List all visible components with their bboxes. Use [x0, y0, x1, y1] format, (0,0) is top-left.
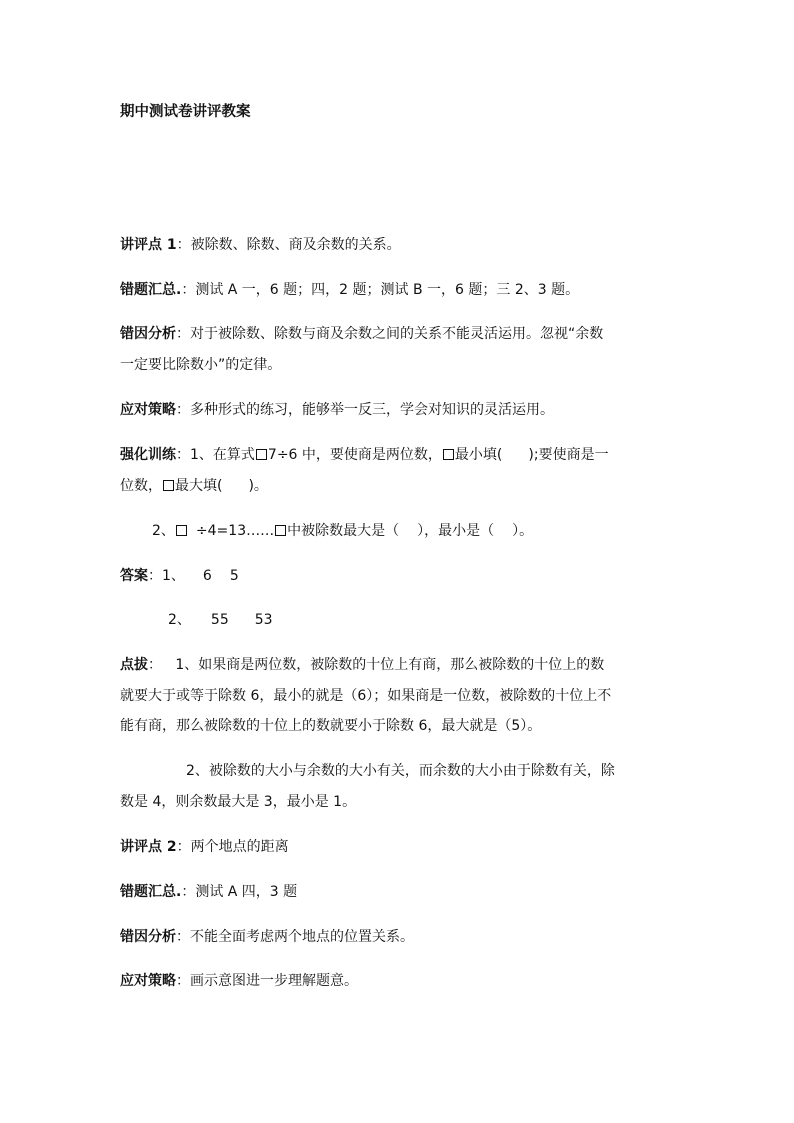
tip-1-line3: 能有商，那么被除数的十位上的数就要小于除数 6，最大就是（5）。: [120, 718, 542, 734]
error-cause-1-line2: 一定要比除数小”的定律。: [120, 357, 282, 373]
strategy-2-text: ：画示意图进一步理解题意。: [176, 973, 358, 989]
error-summary-2-text: ：测试 A 四，3 题: [181, 884, 298, 900]
tip-label: 点拔: [120, 657, 148, 673]
page-title: 期中测试卷讲评教案: [120, 104, 251, 120]
strategy-1-text: ：多种形式的练习，能够举一反三，学会对知识的灵活运用。: [176, 402, 554, 418]
error-summary-1-label: 错题汇总.: [120, 282, 182, 298]
tip-1-line1: [120, 655, 604, 675]
training-q1-part-d: );要使商是一: [528, 447, 609, 463]
error-cause-2-text: ：不能全面考虑两个地点的位置关系。: [176, 929, 414, 945]
strategy-1-label: 应对策略: [120, 402, 176, 418]
training-q1-part-g: )。: [248, 478, 268, 494]
blank-box-icon: [176, 525, 187, 536]
error-summary-1-text: ：测试 A 一，6 题；四，2 题；测试 B 一，6 题；三 2、3 题。: [181, 282, 580, 298]
strategy-2: [120, 971, 358, 991]
blank-box-icon: [443, 449, 454, 460]
tip-1-line2: 就要大于或等于除数 6，最小的就是（6）；如果商是一位数，被除数的十位上不: [120, 688, 612, 704]
review-point-1-text: ：被除数、除数、商及余数的关系。: [176, 237, 401, 253]
review-point-1: [120, 235, 401, 255]
answer-1-value: 5: [229, 568, 239, 584]
answer-1: [120, 566, 239, 586]
tip-2-line2: 数是 4，则余数最大是 3，最小是 1。: [120, 794, 357, 810]
answer-2-value: 55: [210, 612, 229, 628]
tip-2-line1: 2、被除数的大小与余数的大小有关，而余数的大小由于除数有关，除: [186, 763, 615, 779]
strategy-1: [120, 400, 554, 420]
error-cause-1-line1: [120, 324, 603, 344]
error-cause-1-text-line1: ：对于被除数、除数与商及余数之间的关系不能灵活运用。忽视“余数: [176, 326, 604, 342]
answer-1-value: 6: [202, 568, 212, 584]
answer-1-prefix: ：1、: [148, 568, 185, 584]
training-label: 强化训练: [120, 447, 176, 463]
review-point-2-text: ：两个地点的距离: [176, 839, 289, 855]
training-q2: [152, 521, 533, 541]
answer-2-value: 53: [254, 612, 273, 628]
training-q1-line1: [120, 445, 609, 465]
review-point-1-label: 讲评点 1: [120, 237, 177, 253]
training-q1-part-c: 最小填(: [454, 447, 503, 463]
training-q1-part-f: 最大填(: [175, 478, 223, 494]
review-point-2-label: 讲评点 2: [120, 839, 177, 855]
blank-box-icon: [275, 525, 286, 536]
training-q2-part-d: ），最小是（: [417, 523, 495, 539]
training-q1-part-a: ：1、在算式: [176, 447, 255, 463]
error-cause-2: [120, 927, 414, 947]
review-point-2: [120, 837, 289, 857]
error-cause-1-label: 错因分析: [120, 326, 176, 342]
error-summary-2-label: 错题汇总.: [120, 884, 182, 900]
training-q2-part-b: ÷4=13……: [195, 523, 275, 539]
strategy-2-label: 应对策略: [120, 973, 176, 989]
training-q2-part-e: ）。: [512, 523, 534, 539]
error-summary-2: [120, 882, 297, 902]
training-q2-part-c: 中被除数最大是（: [287, 523, 400, 539]
training-q2-part-a: 2、: [152, 523, 175, 539]
answer-2-prefix: 2、: [168, 612, 191, 628]
training-q1-line2: [120, 476, 268, 496]
error-cause-2-label: 错因分析: [120, 929, 176, 945]
training-q1-part-e: 位数，: [120, 478, 162, 494]
blank-box-icon: [256, 449, 267, 460]
tip-1-text-line1: ： 1、如果商是两位数，被除数的十位上有商，那么被除数的十位上的数: [148, 657, 605, 673]
answer-label: 答案: [120, 568, 148, 584]
error-summary-1: [120, 280, 579, 300]
training-q1-part-b: 7÷6 中，要使商是两位数，: [267, 447, 442, 463]
answer-2: [168, 610, 273, 630]
blank-box-icon: [163, 480, 174, 491]
